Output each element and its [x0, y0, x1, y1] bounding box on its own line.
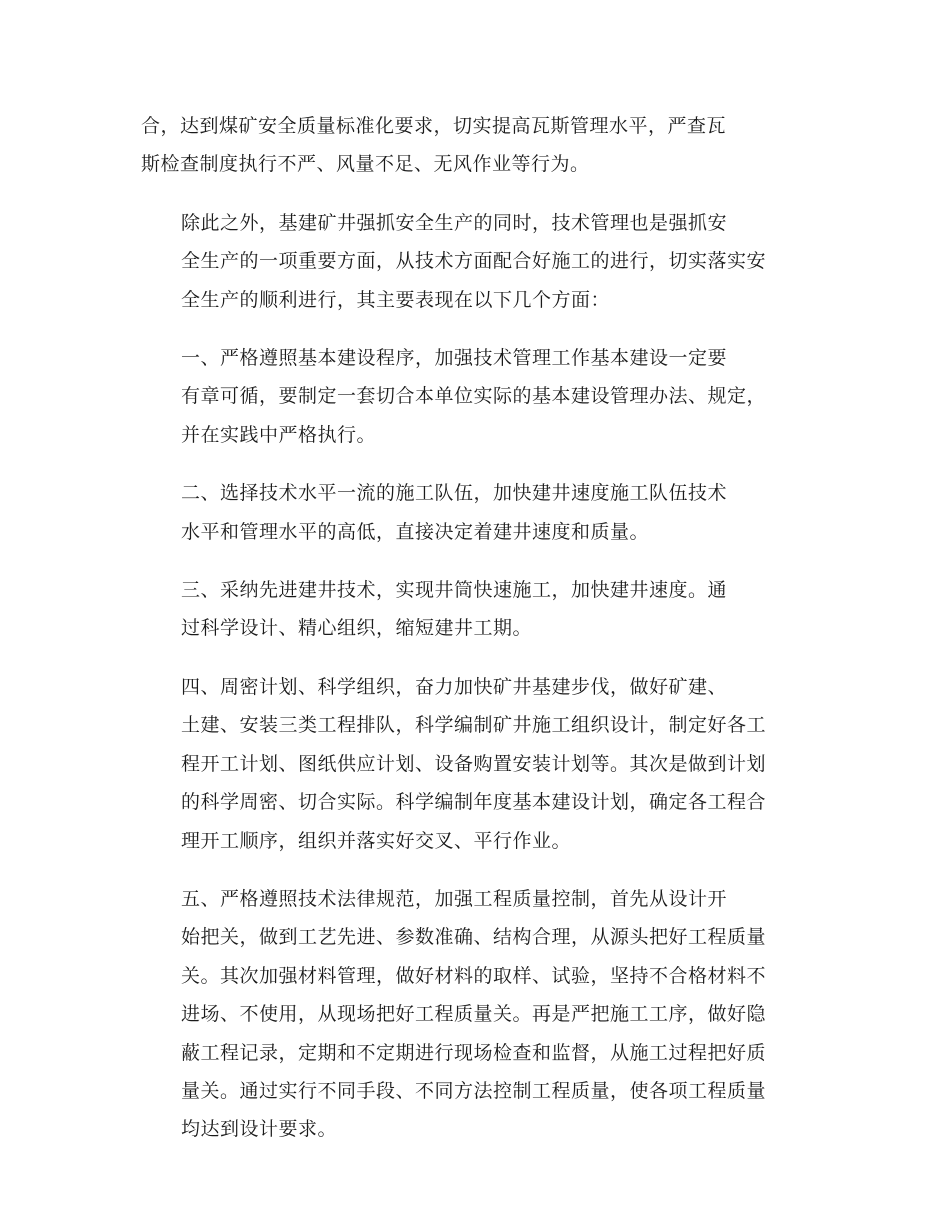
paragraph-4	[141, 474, 809, 551]
text-line: 斯检查制度执行不严、风量不足、无风作业等行为。	[141, 153, 590, 176]
document-body	[141, 107, 809, 1169]
paragraph-5	[141, 571, 809, 648]
text-line: 有章可循，要制定一套切合本单位实际的基本建设管理办法、规定，	[181, 385, 767, 408]
text-line: 始把关，做到工艺先进、参数准确、结构合理，从源头把好工程质量	[181, 926, 767, 949]
text-line: 程开工计划、图纸供应计划、设备购置安装计划等。其次是做到计划	[181, 752, 767, 775]
text-line: 的科学周密、切合实际。科学编制年度基本建设计划，确定各工程合	[181, 791, 767, 814]
text-line: 进场、不使用，从现场把好工程质量关。再是严把施工工序，做好隐	[181, 1003, 767, 1026]
text-line: 一、严格遵照基本建设程序，加强技术管理工作基本建设一定要	[181, 347, 728, 370]
text-line: 全生产的顺利进行，其主要表现在以下几个方面：	[181, 288, 611, 311]
text-line: 过科学设计、精心组织，缩短建井工期。	[181, 617, 533, 640]
paragraph-6	[141, 668, 809, 860]
text-line: 四、周密计划、科学组织，奋力加快矿井基建步伐，做好矿建、	[181, 675, 728, 698]
text-line: 均达到设计要求。	[181, 1118, 338, 1141]
text-line: 三、采纳先进建井技术，实现井筒快速施工，加快建井速度。通	[181, 579, 728, 602]
text-line: 蔽工程记录，定期和不定期进行现场检查和监督，从施工过程把好质	[181, 1041, 767, 1064]
paragraph-3	[141, 339, 809, 454]
text-line: 二、选择技术水平一流的施工队伍，加快建井速度施工队伍技术	[181, 482, 728, 505]
text-line: 除此之外，基建矿井强抓安全生产的同时，技术管理也是强抓安	[181, 211, 728, 234]
text-line: 并在实践中严格执行。	[181, 423, 377, 446]
text-line: 理开工顺序，组织并落实好交叉、平行作业。	[181, 829, 572, 852]
text-line: 水平和管理水平的高低，直接决定着建井速度和质量。	[181, 520, 650, 543]
text-line: 合，达到煤矿安全质量标准化要求，切实提高瓦斯管理水平，严查瓦	[141, 115, 727, 137]
text-line: 量关。通过实行不同手段、不同方法控制工程质量，使各项工程质量	[181, 1079, 767, 1102]
paragraph-1	[141, 107, 809, 184]
text-line: 全生产的一项重要方面，从技术方面配合好施工的进行，切实落实安	[181, 250, 767, 273]
text-line: 关。其次加强材料管理，做好材料的取样、试验，坚持不合格材料不	[181, 964, 767, 987]
text-line: 五、严格遵照技术法律规范，加强工程质量控制，首先从设计开	[181, 887, 728, 910]
paragraph-7	[141, 880, 809, 1149]
paragraph-2	[141, 204, 809, 319]
text-line: 土建、安装三类工程排队，科学编制矿井施工组织设计，制定好各工	[181, 714, 767, 737]
